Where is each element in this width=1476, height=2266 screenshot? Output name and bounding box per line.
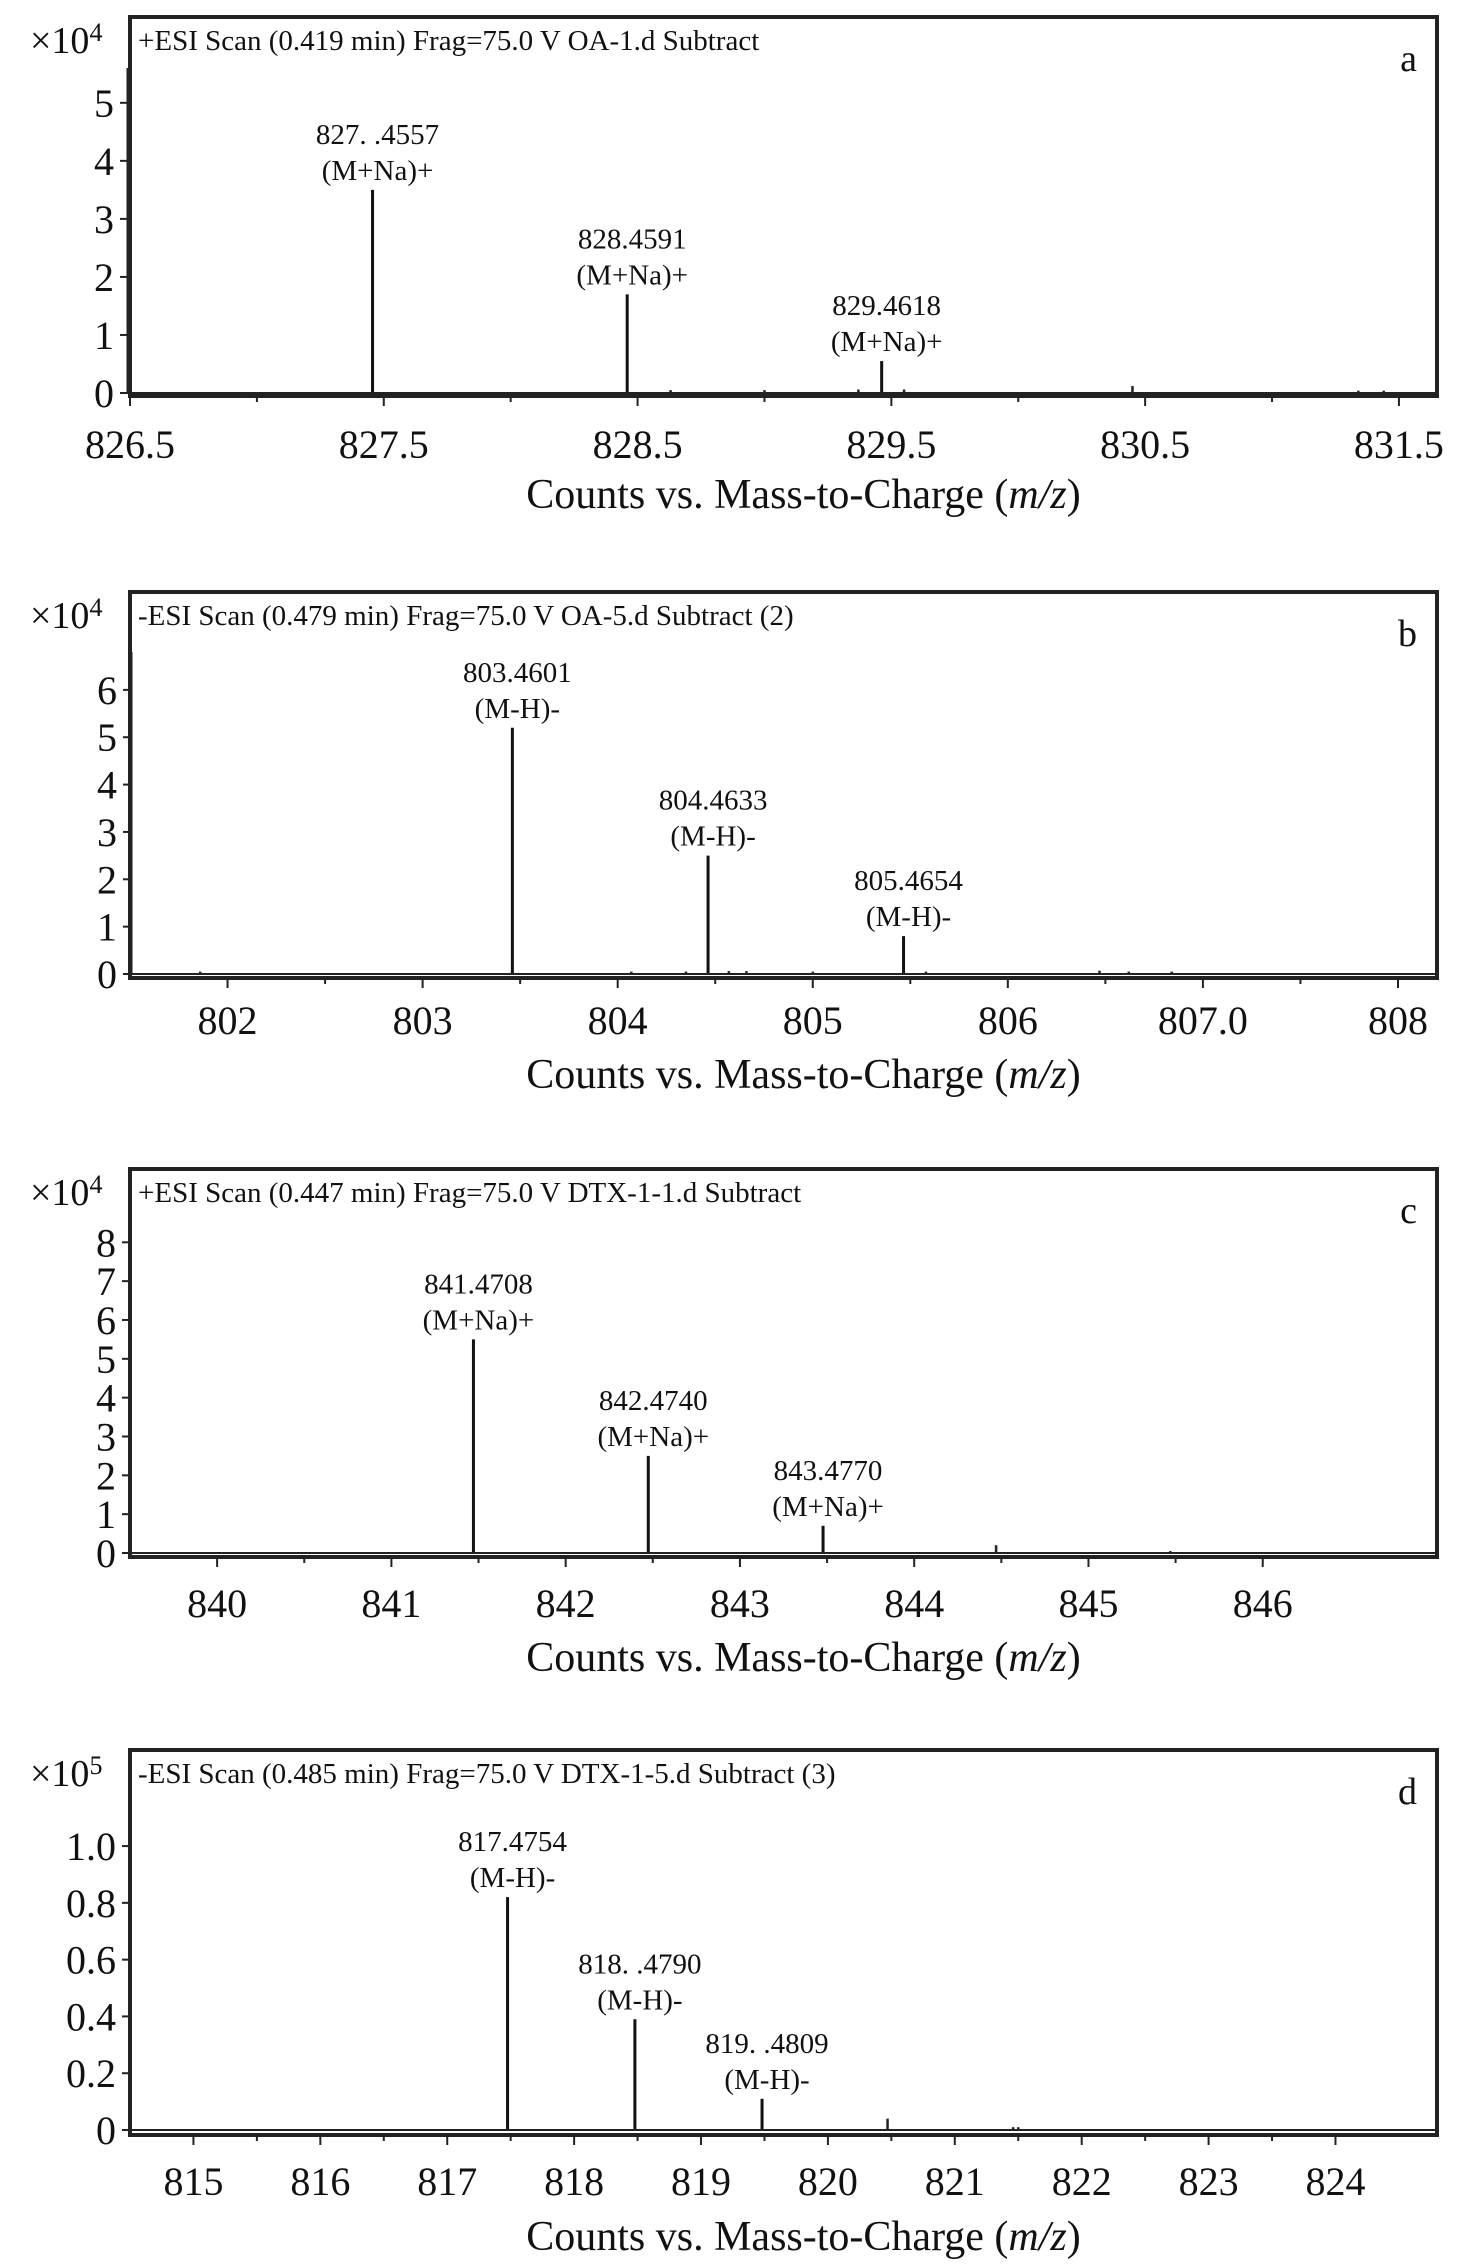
x-tick-label: 806 xyxy=(977,998,1038,1043)
y-scale-multiplier: $\times 10^5$ xyxy=(30,1751,103,1795)
y-tick-label: 3 xyxy=(97,809,117,855)
spectrum-panel-c xyxy=(30,1169,1437,1681)
peak-ion-label: (M-H)- xyxy=(597,1984,683,2017)
scan-title: -ESI Scan (0.479 min) Frag=75.0 V OA-5.d Subtract (2) xyxy=(138,600,794,632)
y-tick-label: 6 xyxy=(97,667,117,713)
y-tick-label: 6 xyxy=(96,1297,116,1343)
y-tick-label: 8 xyxy=(96,1220,116,1266)
x-tick-label: 808 xyxy=(1367,998,1428,1043)
y-tick-label: 1 xyxy=(94,312,114,358)
x-axis-title-unit: m/z xyxy=(1008,472,1067,518)
x-tick-label: 846 xyxy=(1232,1581,1293,1626)
x-tick-label: 845 xyxy=(1058,1581,1119,1626)
y-tick-label: 2 xyxy=(97,857,117,903)
y-tick-label: 1 xyxy=(97,904,117,950)
peak-ion-label: (M+Na)+ xyxy=(422,1304,535,1337)
y-tick-label: 1.0 xyxy=(66,1824,116,1870)
x-axis-title: Counts vs. Mass-to-Charge (m/z) xyxy=(526,1052,1081,1098)
y-tick-label: 0 xyxy=(96,1531,116,1576)
x-tick-label: 831.5 xyxy=(1353,422,1444,467)
y-tick-label: 0 xyxy=(97,952,117,997)
panel-letter: a xyxy=(1400,38,1417,80)
panel-letter: c xyxy=(1400,1190,1417,1232)
peak-mz-label: 829.4618 xyxy=(832,290,942,323)
x-tick-label: 803 xyxy=(392,998,453,1043)
spectrum-panel-d xyxy=(30,1750,1437,2260)
x-tick-label: 804 xyxy=(587,998,648,1043)
y-tick-label: 5 xyxy=(96,1336,116,1382)
x-axis-title-close: ) xyxy=(1066,472,1081,518)
spectrum-panel-b xyxy=(30,592,1437,1098)
x-axis-title-unit: m/z xyxy=(1008,2214,1067,2260)
y-tick-label: 3 xyxy=(94,196,114,242)
y-scale-multiplier: $\times 10^4$ xyxy=(30,1170,103,1214)
panel-letter: b xyxy=(1398,613,1417,655)
x-tick-label: 822 xyxy=(1051,2159,1112,2204)
x-tick-label: 818 xyxy=(544,2159,605,2204)
peak-mz-label: 843.4770 xyxy=(773,1454,883,1487)
peak-ion-label: (M-H)- xyxy=(469,1862,556,1895)
y-tick-label: 0.2 xyxy=(66,2051,116,2097)
peak-ion-label: (M-H)- xyxy=(474,692,561,725)
y-tick-label: 2 xyxy=(94,254,114,300)
x-axis-title-unit: m/z xyxy=(1008,1052,1067,1098)
peak-mz-label: 805.4654 xyxy=(854,865,963,898)
peak-ion-label: (M-H)- xyxy=(865,901,952,934)
y-scale-exponent: 4 xyxy=(89,593,103,622)
x-axis-title-close: ) xyxy=(1066,2214,1081,2260)
x-tick-label: 841 xyxy=(361,1581,422,1626)
peak-mz-label: 804.4633 xyxy=(658,784,768,817)
x-tick-label: 824 xyxy=(1305,2159,1366,2204)
x-axis-title: Counts vs. Mass-to-Charge (m/z) xyxy=(526,2214,1081,2260)
x-tick-label: 807.0 xyxy=(1157,998,1248,1043)
y-scale-multiplier: $\times 10^4$ xyxy=(30,18,103,62)
peak-mz-label: 819. .4809 xyxy=(705,2027,829,2060)
y-tick-label: 0.6 xyxy=(66,1937,116,1983)
plot-frame xyxy=(130,17,1437,396)
x-tick-label: 843 xyxy=(709,1581,770,1626)
scan-title: +ESI Scan (0.447 min) Frag=75.0 V DTX-1-1.d Subtract xyxy=(138,1177,802,1209)
x-axis-title-close: ) xyxy=(1066,1635,1081,1681)
peak-ion-label: (M+Na)+ xyxy=(576,259,689,292)
y-tick-label: 4 xyxy=(97,762,117,808)
x-tick-label: 819 xyxy=(671,2159,732,2204)
y-tick-label: 0.4 xyxy=(66,1994,116,2040)
x-tick-label: 820 xyxy=(797,2159,858,2204)
y-tick-label: 3 xyxy=(96,1414,116,1460)
x-axis-title: Counts vs. Mass-to-Charge (m/z) xyxy=(526,1635,1081,1681)
peak-ion-label: (M+Na)+ xyxy=(772,1490,884,1523)
x-axis-title: Counts vs. Mass-to-Charge (m/z) xyxy=(526,472,1081,518)
y-tick-label: 0 xyxy=(96,2108,116,2153)
peak-ion-label: (M+Na)+ xyxy=(321,154,434,187)
peak-ion-label: (M+Na)+ xyxy=(597,1420,710,1453)
x-tick-label: 829.5 xyxy=(846,422,937,467)
panel-letter: d xyxy=(1398,1771,1417,1813)
peak-mz-label: 817.4754 xyxy=(458,1826,567,1859)
peak-mz-label: 827. .4557 xyxy=(315,118,440,151)
y-scale-multiplier: $\times 10^4$ xyxy=(30,593,103,637)
y-tick-label: 5 xyxy=(97,715,117,761)
y-scale-exponent: 4 xyxy=(89,1170,103,1199)
x-tick-label: 826.5 xyxy=(85,422,175,467)
y-tick-label: 7 xyxy=(96,1259,116,1305)
x-tick-label: 840 xyxy=(187,1581,248,1626)
x-tick-label: 828.5 xyxy=(592,422,683,467)
peak-ion-label: (M-H)- xyxy=(724,2063,810,2096)
y-tick-label: 4 xyxy=(94,138,114,184)
x-tick-label: 815 xyxy=(163,2159,224,2204)
y-scale-exponent: 5 xyxy=(89,1751,103,1780)
y-tick-label: 5 xyxy=(94,80,114,126)
y-tick-label: 4 xyxy=(96,1375,116,1421)
y-scale-exponent: 4 xyxy=(89,18,103,47)
x-tick-label: 816 xyxy=(290,2159,351,2204)
y-tick-label: 2 xyxy=(96,1453,116,1499)
peak-mz-label: 818. .4790 xyxy=(578,1948,702,1981)
x-tick-label: 827.5 xyxy=(338,422,429,467)
scan-title: -ESI Scan (0.485 min) Frag=75.0 V DTX-1-5.d Subtract (3) xyxy=(138,1758,836,1790)
x-tick-label: 817 xyxy=(417,2159,478,2204)
spectrum-panel-a xyxy=(30,17,1444,518)
x-axis-title-unit: m/z xyxy=(1008,1635,1067,1681)
peak-mz-label: 803.4601 xyxy=(462,656,572,689)
y-tick-label: 0 xyxy=(94,371,114,416)
peak-ion-label: (M+Na)+ xyxy=(830,326,943,359)
x-tick-label: 844 xyxy=(884,1581,945,1626)
x-tick-label: 802 xyxy=(197,998,258,1043)
x-axis-title-close: ) xyxy=(1066,1052,1081,1098)
x-tick-label: 805 xyxy=(782,998,843,1043)
y-tick-label: 0.8 xyxy=(66,1880,116,1926)
x-tick-label: 821 xyxy=(924,2159,985,2204)
peak-mz-label: 842.4740 xyxy=(598,1384,708,1417)
peak-mz-label: 841.4708 xyxy=(424,1268,533,1301)
scan-title: +ESI Scan (0.419 min) Frag=75.0 V OA-1.d Subtract xyxy=(138,25,760,57)
x-tick-label: 830.5 xyxy=(1100,422,1191,467)
plot-frame xyxy=(130,592,1437,978)
y-tick-label: 1 xyxy=(96,1492,116,1538)
x-tick-label: 823 xyxy=(1178,2159,1239,2204)
peak-mz-label: 828.4591 xyxy=(577,223,687,256)
x-tick-label: 842 xyxy=(535,1581,596,1626)
peak-ion-label: (M-H)- xyxy=(670,820,756,853)
